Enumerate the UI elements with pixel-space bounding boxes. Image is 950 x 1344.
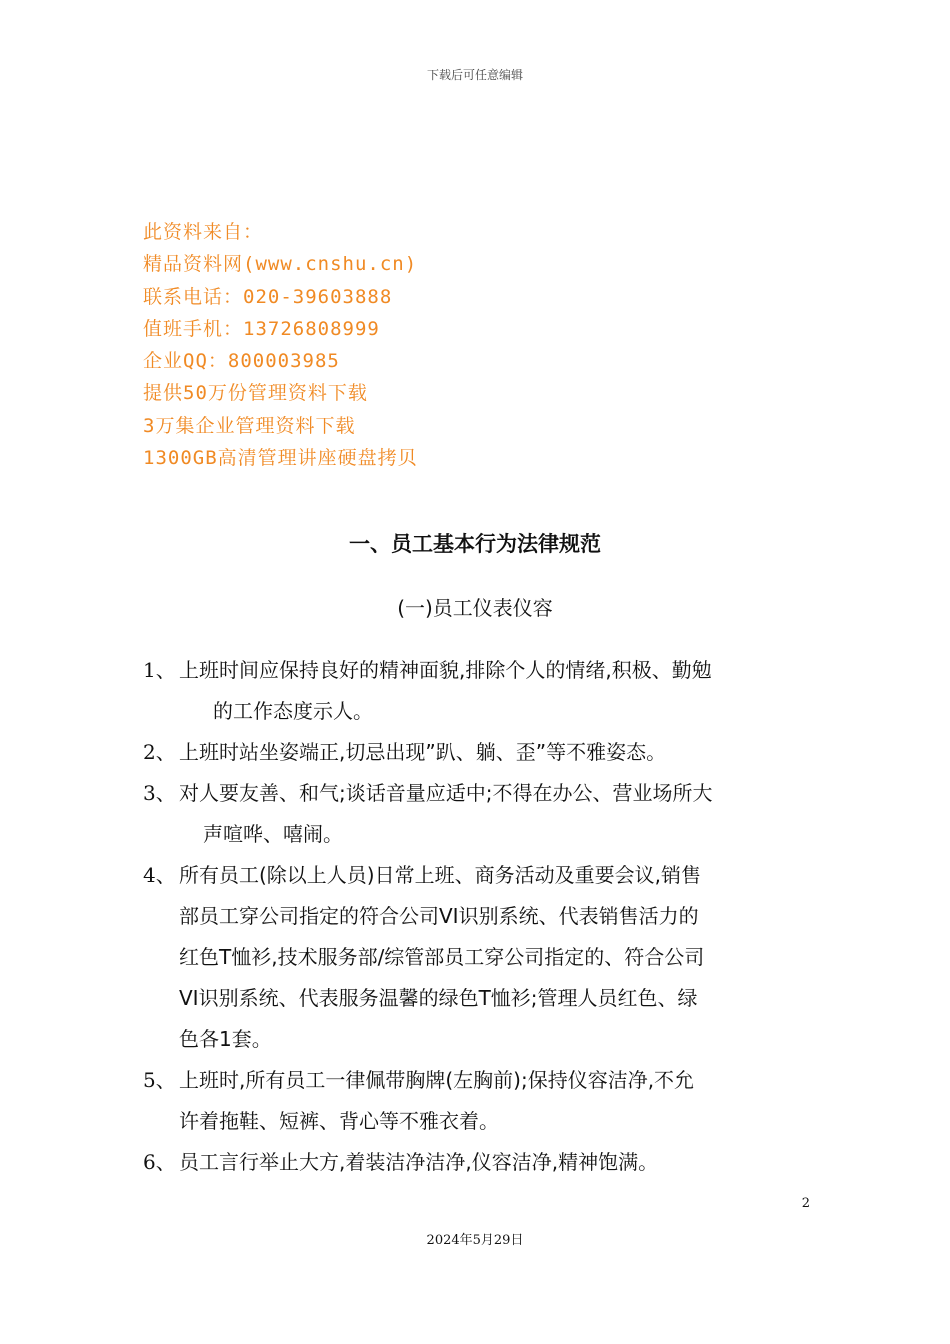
rule-text: 对人要友善、和气;谈话音量应适中;不得在办公、营业场所大 [179, 781, 713, 805]
footer-date: 2024年5月29日 [426, 1233, 524, 1248]
rule-number: 6、 [143, 1150, 176, 1174]
source-line: 精品资料网(www.cnshu.cn) [143, 253, 418, 276]
source-line: 提供50万份管理资料下载 [143, 382, 368, 405]
rule-number: 2、 [143, 740, 176, 764]
source-info-block [143, 216, 703, 474]
rule-text: 上班时站坐姿端正,切忌出现”趴、躺、歪”等不雅姿态。 [179, 740, 667, 764]
rule-text-continued: 红色T恤衫,技术服务部/综管部员工穿公司指定的、符合公司 [179, 945, 705, 969]
source-line: 企业QQ：800003985 [143, 350, 340, 373]
page-number: 2 [801, 1196, 810, 1211]
section-title: 一、员工基本行为法律规范 [349, 532, 601, 556]
rule-item [143, 650, 813, 732]
rules-list [143, 650, 813, 1183]
rule-text: 员工言行举止大方,着装洁净洁净,仪容洁净,精神饱满。 [179, 1150, 659, 1174]
rule-text-continued: 许着拖鞋、短裤、背心等不雅衣着。 [179, 1109, 499, 1133]
rule-text-continued: 声喧哗、嘻闹。 [203, 822, 343, 846]
rule-text: 上班时间应保持良好的精神面貌,排除个人的情绪,积极、勤勉 [179, 658, 712, 682]
rule-item [143, 855, 813, 1060]
rule-number: 3、 [143, 781, 176, 805]
rule-text: 上班时,所有员工一律佩带胸牌(左胸前);保持仪容洁净,不允 [179, 1068, 695, 1092]
rule-item [143, 1060, 813, 1142]
rule-text-continued: 的工作态度示人。 [213, 699, 373, 723]
rule-number: 5、 [143, 1068, 176, 1092]
rule-text: 所有员工(除以上人员)日常上班、商务活动及重要会议,销售 [179, 863, 701, 887]
rule-number: 4、 [143, 863, 176, 887]
source-line: 此资料来自： [143, 221, 264, 243]
source-line: 联系电话：020-39603888 [143, 285, 393, 308]
source-line: 1300GB高清管理讲座硬盘拷贝 [143, 447, 418, 470]
rule-number: 1、 [143, 658, 176, 682]
source-line: 3万集企业管理资料下载 [143, 414, 356, 437]
subsection-title: (一)员工仪表仪容 [397, 596, 553, 620]
rule-text-continued: 色各1套。 [179, 1027, 272, 1051]
rule-text-continued: 部员工穿公司指定的符合公司VI识别系统、代表销售活力的 [179, 904, 699, 928]
rule-item [143, 773, 813, 855]
rule-item [143, 732, 813, 773]
source-line: 值班手机：13726808999 [143, 317, 380, 340]
rule-text-continued: VI识别系统、代表服务温馨的绿色T恤衫;管理人员红色、绿 [179, 986, 698, 1010]
rule-item [143, 1142, 813, 1183]
header-note: 下载后可任意编辑 [426, 68, 523, 82]
